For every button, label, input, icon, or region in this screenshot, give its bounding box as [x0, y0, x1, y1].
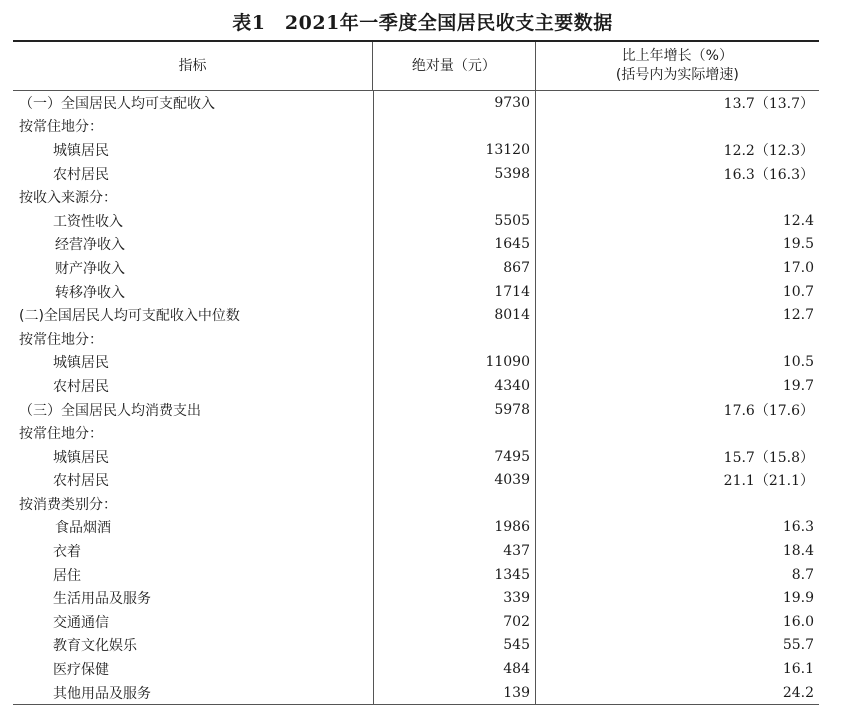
row-label: 其他用品及服务 [53, 685, 151, 702]
table-row [13, 681, 819, 705]
row-growth: 16.3 [535, 516, 819, 540]
row-label: 教育文化娱乐 [53, 638, 137, 655]
row-label: 生活用品及服务 [53, 591, 151, 608]
table-row [13, 327, 819, 351]
table-row [13, 162, 819, 186]
header-growth-line2: (括号内为实际增速) [615, 67, 739, 83]
row-label: 经营净收入 [55, 237, 125, 254]
table-row [13, 445, 819, 469]
header-growth-line1: 比上年增长（%） [621, 48, 733, 64]
row-label: 转移净收入 [55, 284, 125, 301]
row-label: 居住 [53, 567, 81, 584]
row-label: 工资性收入 [53, 213, 123, 230]
table-row [13, 351, 819, 375]
row-value: 437 [373, 539, 535, 563]
table-row [13, 516, 819, 540]
table-row [13, 398, 819, 422]
row-label: (二)全国居民人均可支配收入中位数 [19, 308, 240, 325]
row-value: 5505 [373, 209, 535, 233]
table-row [13, 634, 819, 658]
row-growth: 21.1（21.1） [535, 469, 819, 493]
row-value: 4039 [373, 469, 535, 493]
row-growth: 12.7 [535, 303, 819, 327]
row-label: 城镇居民 [53, 449, 109, 466]
row-label: 按收入来源分： [19, 190, 117, 207]
table-row [13, 138, 819, 162]
table-row [13, 233, 819, 257]
row-value [373, 492, 535, 516]
table-row [13, 91, 819, 115]
header-absolute: 绝对量（元） [372, 42, 535, 90]
table-row [13, 586, 819, 610]
table-row [13, 539, 819, 563]
row-value [373, 421, 535, 445]
row-growth [535, 115, 819, 139]
row-value: 11090 [373, 351, 535, 375]
row-label: 按常住地分： [19, 331, 103, 348]
row-label: （三）全国居民人均消费支出 [19, 402, 201, 419]
row-label: 城镇居民 [53, 355, 109, 372]
header-indicator: 指标 [178, 57, 207, 74]
row-value: 7495 [373, 445, 535, 469]
row-growth: 19.7 [535, 374, 819, 398]
row-value: 1986 [373, 516, 535, 540]
row-value: 702 [373, 610, 535, 634]
row-growth: 55.7 [535, 634, 819, 658]
table-row [13, 492, 819, 516]
row-growth [535, 327, 819, 351]
row-growth [535, 185, 819, 209]
row-label: 按常住地分： [19, 119, 103, 136]
row-value: 5398 [373, 162, 535, 186]
row-label: 按常住地分： [19, 426, 103, 443]
row-value: 1714 [373, 280, 535, 304]
row-label: 农村居民 [53, 378, 109, 395]
table-row [13, 610, 819, 634]
row-growth: 24.2 [535, 681, 819, 705]
row-value: 8014 [373, 303, 535, 327]
row-label: 衣着 [53, 544, 81, 561]
row-value: 139 [373, 681, 535, 705]
row-value: 339 [373, 586, 535, 610]
row-growth [535, 492, 819, 516]
table-header [13, 42, 819, 91]
header-growth [535, 42, 819, 90]
row-label: （一）全国居民人均可支配收入 [19, 95, 215, 112]
row-growth: 10.5 [535, 351, 819, 375]
row-label: 食品烟酒 [55, 520, 111, 537]
row-growth: 18.4 [535, 539, 819, 563]
row-value [373, 115, 535, 139]
row-value: 13120 [373, 138, 535, 162]
row-growth: 17.0 [535, 256, 819, 280]
table-row [13, 374, 819, 398]
table-row [13, 256, 819, 280]
data-table [13, 40, 819, 705]
row-growth: 13.7（13.7） [535, 91, 819, 115]
row-value: 484 [373, 657, 535, 681]
row-label: 交通通信 [53, 614, 109, 631]
row-growth: 12.2（12.3） [535, 138, 819, 162]
row-value: 1345 [373, 563, 535, 587]
row-label: 农村居民 [53, 166, 109, 183]
row-growth: 17.6（17.6） [535, 398, 819, 422]
table-row [13, 209, 819, 233]
table-body [13, 91, 819, 705]
row-value: 4340 [373, 374, 535, 398]
row-growth: 19.5 [535, 233, 819, 257]
row-label: 城镇居民 [53, 142, 109, 159]
row-value [373, 185, 535, 209]
row-label: 农村居民 [53, 473, 109, 490]
table-row [13, 185, 819, 209]
row-value: 545 [373, 634, 535, 658]
row-growth [535, 421, 819, 445]
row-growth: 12.4 [535, 209, 819, 233]
table-row [13, 115, 819, 139]
row-growth: 10.7 [535, 280, 819, 304]
row-value: 5978 [373, 398, 535, 422]
row-growth: 16.3（16.3） [535, 162, 819, 186]
row-growth: 19.9 [535, 586, 819, 610]
row-value [373, 327, 535, 351]
table-title: 表1 2021年一季度全国居民收支主要数据 [232, 12, 613, 34]
row-growth: 16.1 [535, 657, 819, 681]
row-value: 1645 [373, 233, 535, 257]
table-row [13, 469, 819, 493]
table-row [13, 303, 819, 327]
row-label: 财产净收入 [55, 260, 125, 277]
table-row [13, 421, 819, 445]
row-growth: 8.7 [535, 563, 819, 587]
row-label: 按消费类别分： [19, 496, 117, 513]
row-growth: 15.7（15.8） [535, 445, 819, 469]
row-value: 9730 [373, 91, 535, 115]
table-row [13, 563, 819, 587]
row-label: 医疗保健 [53, 662, 109, 679]
row-growth: 16.0 [535, 610, 819, 634]
row-value: 867 [373, 256, 535, 280]
table-row [13, 657, 819, 681]
table-row [13, 280, 819, 304]
